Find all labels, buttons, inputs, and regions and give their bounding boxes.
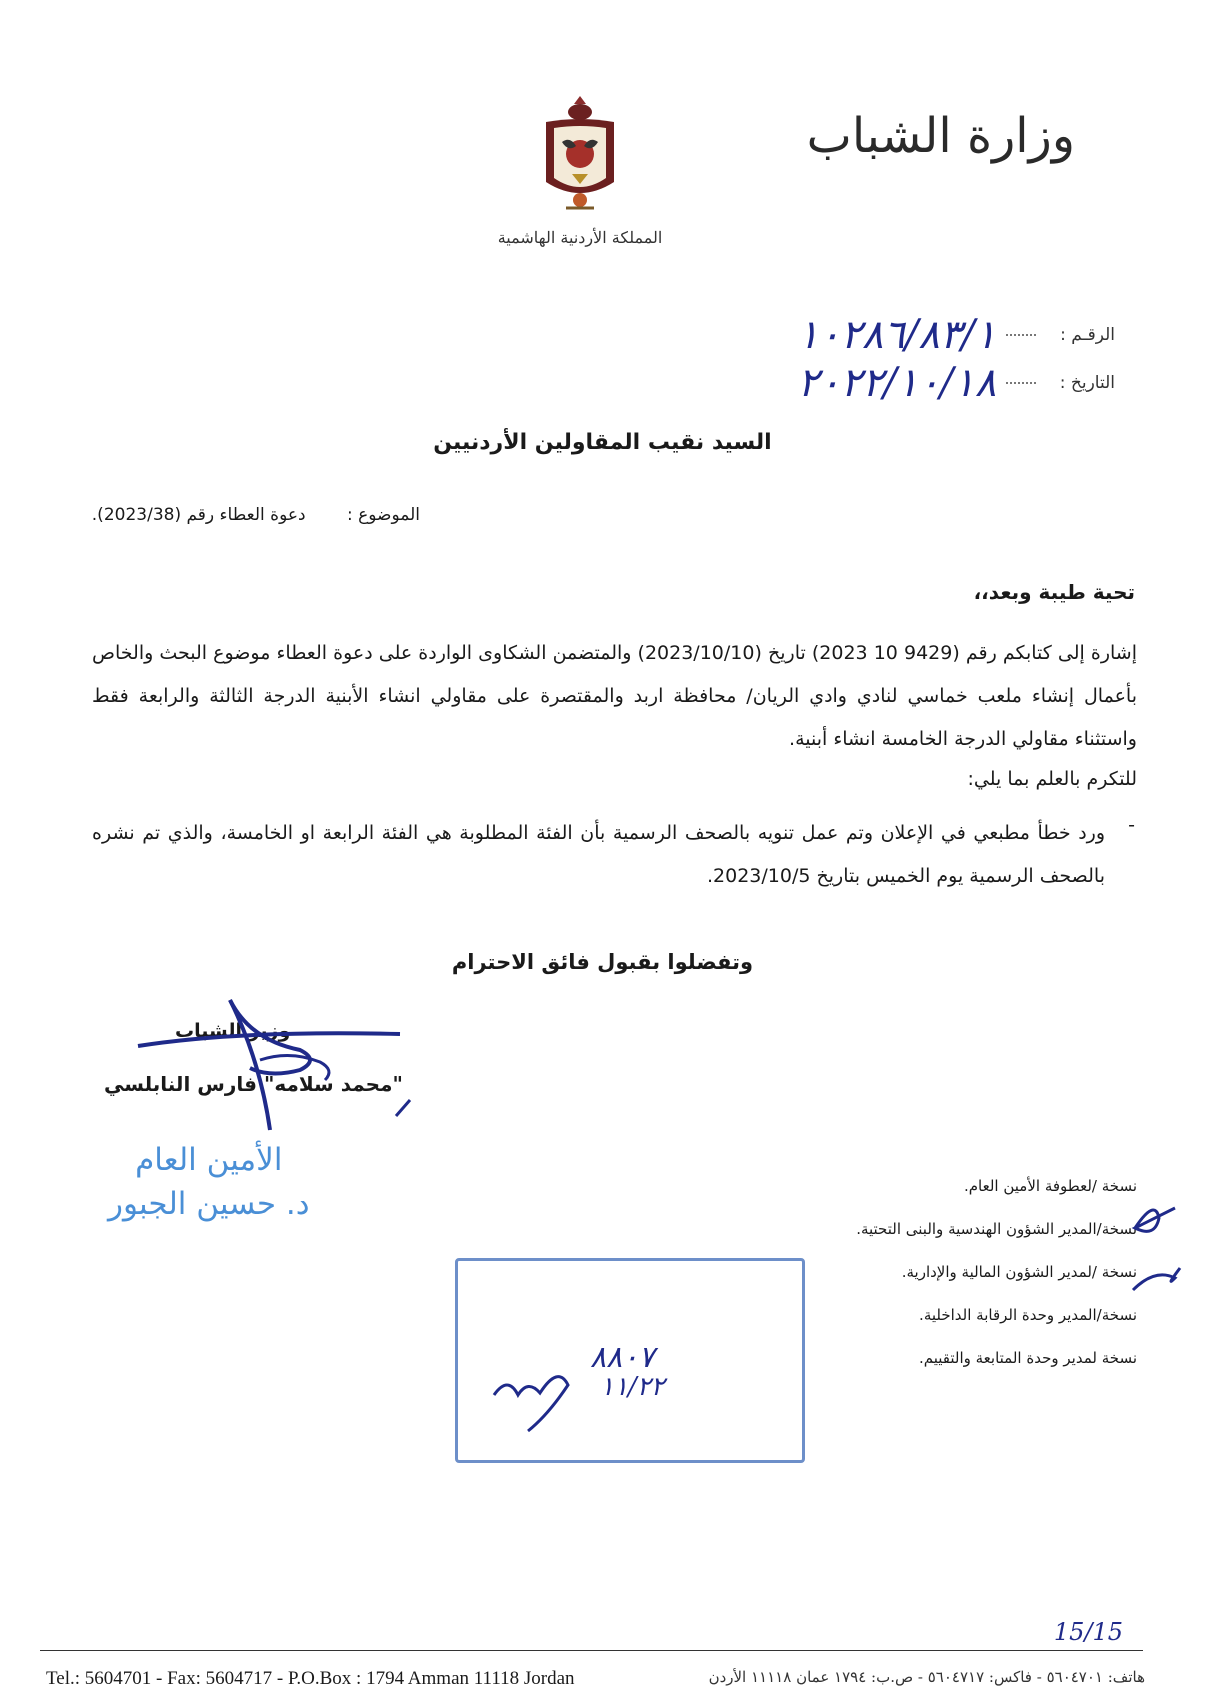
signer-name: "محمد سلامه" فارس النابلسي — [104, 1072, 403, 1096]
secretary-general-stamp — [108, 1138, 310, 1226]
stamp-title: الأمين العام — [135, 1142, 283, 1178]
signer-title: وزير الشباب — [175, 1020, 291, 1042]
reference-date-label: التاريخ : — [1059, 373, 1115, 393]
page-number-mark: 15/15 — [1053, 1618, 1123, 1646]
reference-number-label: الرقـم : — [1060, 325, 1115, 345]
footer-contact-arabic: هاتف: ٥٦٠٤٧٠١ - فاكس: ٥٦٠٤٧١٧ - ص.ب: ١٧٩٤ عمان ١١١١٨ الأردن — [708, 1668, 1145, 1686]
greeting: تحية طيبة وبعد،، — [973, 580, 1135, 604]
footer-contact-english: Tel.: 5604701 - Fax: 5604717 - P.O.Box : 1794 Amman 11118 Jordan — [46, 1668, 575, 1689]
copy-item: نسخة /لعطوفة الأمين العام. — [963, 1177, 1137, 1195]
subject-value: دعوة العطاء رقم (2023/38). — [91, 505, 306, 525]
copy-item: نسخة/المدير الشؤون الهندسية والبنى التحتية. — [856, 1220, 1137, 1238]
copy-item: نسخة لمدير وحدة المتابعة والتقييم. — [918, 1349, 1137, 1367]
copies-list — [856, 1165, 1137, 1380]
copy-item: نسخة /لمدير الشؤون المالية والإدارية. — [901, 1263, 1137, 1281]
bullet-item: ورد خطأ مطبعي في الإعلان وتم عمل تنويه بالصحف الرسمية بأن الفئة المطلوبة هي الفئة الرابعة او الخامسة، والذي تم نشره بالصحف الرسمية يوم الخميس بتاريخ 2023/10/5. — [92, 822, 1105, 887]
intro-line: للتكرم بالعلم بما يلي: — [967, 768, 1137, 790]
reference-number-row — [797, 312, 1115, 358]
bullet-dash: - — [1128, 814, 1135, 836]
copy-item: نسخة/المدير وحدة الرقابة الداخلية. — [919, 1306, 1137, 1324]
coat-of-arms-emblem — [532, 92, 628, 222]
subject-label: الموضوع : — [346, 505, 420, 525]
received-number: ٨٨٠٧ — [590, 1340, 655, 1375]
body-paragraph: إشارة إلى كتابكم رقم (9429 10 2023) تاريخ (2023/10/10) والمتضمن الشكاوى الواردة على دعوة العطاء موضوع البحث والخاص بأعمال إنشاء ملعب خماسي لنادي وادي الريان/ محافظة اربد والمقتصرة على مقاولي انشاء الأبنية الدرجة الثالثة والرابعة فقط واستثناء مقاولي الدرجة الخامسة انشاء أبنية. — [92, 642, 1138, 750]
subject-row — [92, 505, 420, 525]
copy-checkmarks — [1125, 1198, 1185, 1298]
dotted-leader — [1006, 334, 1036, 336]
reference-date-value: ٢٠٢٢/١٠/١٨ — [797, 360, 997, 406]
received-initials — [488, 1355, 598, 1435]
reference-date-row — [797, 360, 1115, 406]
handwritten-signature — [120, 990, 440, 1140]
footer-divider — [40, 1650, 1143, 1651]
addressee: السيد نقيب المقاولين الأردنيين — [433, 430, 772, 455]
stamp-name: د. حسين الجبور — [108, 1186, 310, 1222]
ministry-logo-text: وزارة الشباب — [806, 108, 1075, 164]
closing-line: وتفضلوا بقبول فائق الاحترام — [451, 950, 754, 974]
received-date: ١١/٢٢ — [600, 1372, 665, 1402]
kingdom-label: المملكة الأردنية الهاشمية — [497, 228, 663, 247]
reference-number-value: ١٠٢٨٦/٨٣/١ — [797, 312, 997, 358]
dotted-leader — [1006, 382, 1036, 384]
